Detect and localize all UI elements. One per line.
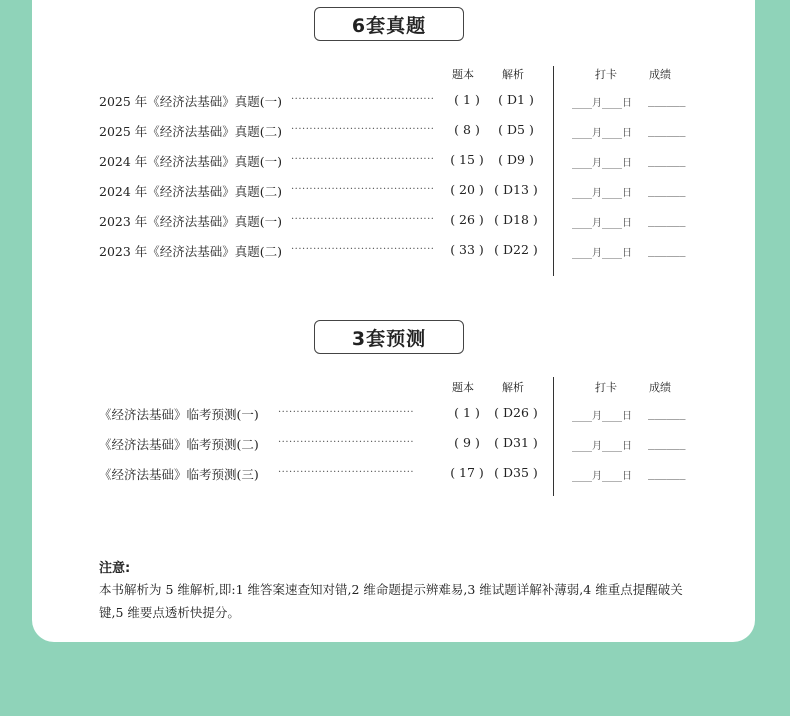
row-answer: ( D9 ): [498, 152, 534, 167]
toc-row: [32, 92, 755, 112]
toc-row: [32, 122, 755, 142]
checkin-field: ____月____日: [572, 98, 632, 109]
row-title: 2025 年《经济法基础》真题(二): [99, 124, 283, 139]
header-page: 题本: [452, 381, 474, 394]
row-title: 《经济法基础》临考预测(二): [99, 437, 259, 452]
score-field: ______: [648, 122, 686, 137]
leader-dots: ·······································: [291, 184, 435, 195]
score-field: ______: [648, 242, 686, 257]
leader-dots: ·······································: [291, 124, 435, 135]
row-title: 2024 年《经济法基础》真题(二): [99, 184, 283, 199]
row-page: ( 26 ): [450, 212, 484, 227]
leader-dots: ·······································: [291, 214, 435, 225]
row-answer: ( D35 ): [494, 465, 538, 480]
toc-row: [32, 212, 755, 232]
header-page: 题本: [452, 68, 474, 81]
leader-dots: ·······································: [291, 154, 435, 165]
score-field: ______: [648, 152, 686, 167]
header-answer: 解析: [502, 381, 524, 394]
checkin-field: ____月____日: [572, 411, 632, 422]
header-score: 成绩: [649, 68, 671, 81]
score-field: ______: [648, 92, 686, 107]
row-title: 2025 年《经济法基础》真题(一): [99, 94, 283, 109]
header-score: 成绩: [649, 381, 671, 394]
row-page: ( 20 ): [450, 182, 484, 197]
score-field: ______: [648, 435, 686, 450]
row-title: 2023 年《经济法基础》真题(一): [99, 214, 283, 229]
row-answer: ( D31 ): [494, 435, 538, 450]
header-checkin: 打卡: [595, 68, 617, 81]
row-answer: ( D1 ): [498, 92, 534, 107]
header-answer: 解析: [502, 68, 524, 81]
row-title: 《经济法基础》临考预测(三): [99, 467, 259, 482]
row-page: ( 1 ): [454, 92, 480, 107]
row-page: ( 33 ): [450, 242, 484, 257]
checkin-field: ____月____日: [572, 188, 632, 199]
row-answer: ( D13 ): [494, 182, 538, 197]
leader-dots: ·····································: [278, 407, 415, 418]
section-title: 6套真题: [314, 7, 464, 41]
row-answer: ( D18 ): [494, 212, 538, 227]
toc-row: [32, 242, 755, 262]
row-title: 2024 年《经济法基础》真题(一): [99, 154, 283, 169]
toc-row: [32, 405, 755, 425]
row-page: ( 8 ): [454, 122, 480, 137]
leader-dots: ·····································: [278, 437, 415, 448]
checkin-field: ____月____日: [572, 248, 632, 259]
checkin-field: ____月____日: [572, 128, 632, 139]
row-page: ( 9 ): [454, 435, 480, 450]
leader-dots: ·······································: [291, 94, 435, 105]
score-field: ______: [648, 212, 686, 227]
toc-row: [32, 435, 755, 455]
toc-row: [32, 465, 755, 485]
checkin-field: ____月____日: [572, 218, 632, 229]
row-page: ( 15 ): [450, 152, 484, 167]
content-card: [32, 0, 755, 642]
toc-row: [32, 152, 755, 172]
row-title: 《经济法基础》临考预测(一): [99, 407, 259, 422]
note-body: 本书解析为 5 维解析,即:1 维答案速查知对错,2 维命题提示辨难易,3 维试题详解补薄弱,4 维重点提醒破关键,5 维要点透析快提分。: [99, 582, 683, 620]
row-title: 2023 年《经济法基础》真题(二): [99, 244, 283, 259]
score-field: ______: [648, 465, 686, 480]
note-title: 注意:: [99, 561, 131, 576]
row-page: ( 1 ): [454, 405, 480, 420]
checkin-field: ____月____日: [572, 158, 632, 169]
leader-dots: ·······································: [291, 244, 435, 255]
checkin-field: ____月____日: [572, 471, 632, 482]
toc-row: [32, 182, 755, 202]
checkin-field: ____月____日: [572, 441, 632, 452]
header-checkin: 打卡: [595, 381, 617, 394]
section-title: 3套预测: [314, 320, 464, 354]
leader-dots: ·····································: [278, 467, 415, 478]
score-field: ______: [648, 405, 686, 420]
row-answer: ( D22 ): [494, 242, 538, 257]
row-answer: ( D26 ): [494, 405, 538, 420]
row-answer: ( D5 ): [498, 122, 534, 137]
score-field: ______: [648, 182, 686, 197]
row-page: ( 17 ): [450, 465, 484, 480]
